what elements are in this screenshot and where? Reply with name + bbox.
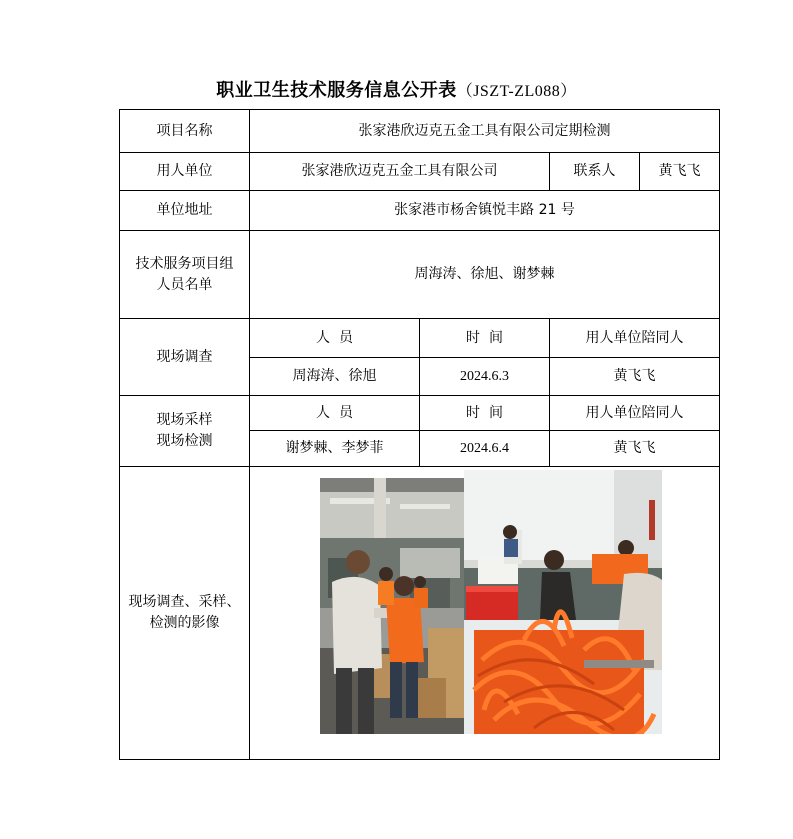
sampling-header-escort: 用人单位陪同人 [585, 404, 684, 421]
images-label-line1: 现场调查、采样、 [128, 594, 241, 610]
team-label-line2: 人员名单 [156, 276, 213, 293]
team-label [120, 231, 249, 318]
survey-header-person: 人 员 [316, 329, 353, 346]
title-main: 职业卫生技术服务信息公开表 [216, 80, 457, 101]
address-value: 张家港市杨舍镇悦丰路 21 号 [394, 202, 575, 218]
images-label [120, 467, 249, 759]
survey-time: 2024.6.3 [460, 369, 509, 384]
sampling-time: 2024.6.4 [460, 441, 509, 456]
site-photo-survey [320, 478, 464, 734]
survey-header-escort: 用人单位陪同人 [585, 329, 684, 346]
address-label: 单位地址 [156, 202, 213, 218]
team-value: 周海涛、徐旭、谢梦棘 [414, 266, 555, 282]
contact-value: 黄飞飞 [658, 163, 701, 179]
employer-label: 用人单位 [156, 163, 213, 179]
employer-value: 张家港欣迈克五金工具有限公司 [301, 163, 498, 179]
project-name-label: 项目名称 [156, 122, 213, 139]
sampling-escort: 黄飞飞 [613, 440, 656, 456]
survey-label: 现场调查 [156, 348, 213, 365]
contact-label: 联系人 [573, 163, 616, 179]
project-name-value: 张家港欣迈克五金工具有限公司定期检测 [358, 122, 611, 139]
survey-person: 周海涛、徐旭 [292, 368, 377, 384]
sampling-label-line1: 现场采样 [156, 412, 213, 428]
images-label-line2: 检测的影像 [149, 615, 220, 631]
site-photo-sampling [464, 470, 662, 734]
sampling-label [120, 396, 249, 466]
sampling-header-time: 时 间 [466, 404, 503, 421]
page-title [0, 76, 793, 102]
sampling-person: 谢梦棘、李梦菲 [285, 440, 384, 456]
sampling-label-line2: 现场检测 [156, 433, 213, 449]
team-label-line1: 技术服务项目组 [135, 255, 234, 272]
survey-escort: 黄飞飞 [613, 368, 656, 384]
sampling-header-person: 人 员 [316, 404, 353, 421]
survey-header-time: 时 间 [466, 329, 503, 346]
form-code: （JSZT-ZL088） [456, 83, 577, 100]
